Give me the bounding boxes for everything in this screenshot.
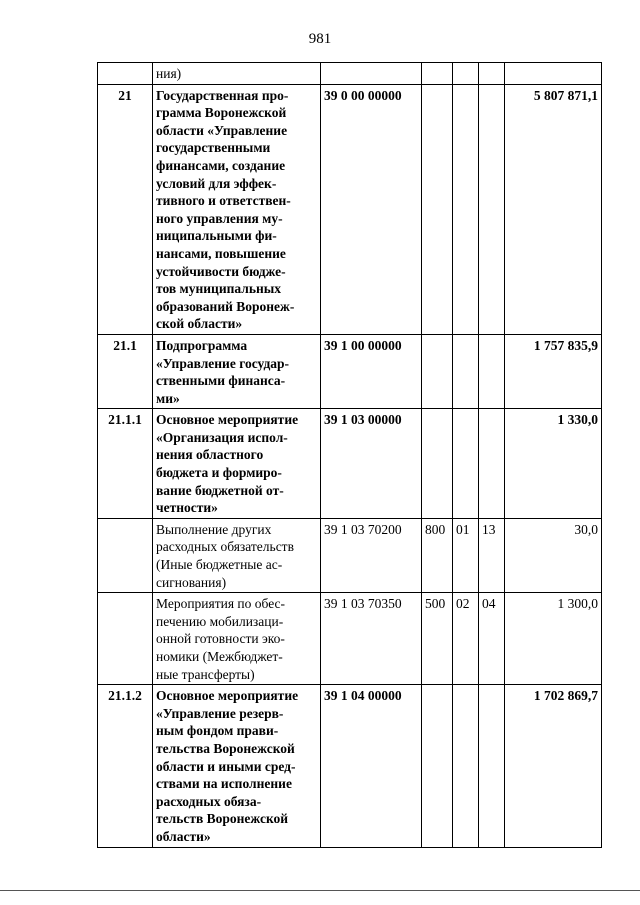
- table-body: [98, 63, 602, 848]
- row-name-line: ской области»: [156, 316, 243, 332]
- row-expense-type-cell: [422, 63, 453, 85]
- row-code-cell: 39 1 03 00000: [321, 409, 422, 519]
- row-expense-type-cell: [422, 334, 453, 408]
- row-name-line: тивного и ответствен-: [156, 193, 291, 209]
- row-name-line: ниципальными фи-: [156, 228, 277, 244]
- row-name-line: тельств Воронежской: [156, 811, 289, 827]
- table-row: [98, 593, 602, 685]
- row-name-line: ственными финанса-: [156, 373, 286, 389]
- table-row: [98, 334, 602, 408]
- row-name-line: области и иными сред-: [156, 758, 296, 774]
- row-name-line: вание бюджетной от-: [156, 482, 284, 498]
- row-number-cell: [98, 63, 153, 85]
- row-section-cell: 02: [453, 593, 479, 685]
- row-name-line: грамма Воронежской: [156, 105, 287, 121]
- row-name-cell: [153, 593, 321, 685]
- row-name-line: номики (Межбюджет-: [156, 649, 283, 664]
- row-name-line: «Управление резерв-: [156, 705, 284, 721]
- row-name-line: тельства Воронежской: [156, 740, 295, 756]
- row-name-line: ным фондом прави-: [156, 723, 279, 739]
- bottom-rule: [0, 890, 640, 891]
- row-expense-type-cell: [422, 685, 453, 847]
- row-code-cell: 39 0 00 00000: [321, 84, 422, 334]
- row-code-cell: 39 1 03 70350: [321, 593, 422, 685]
- table-row: [98, 685, 602, 847]
- row-code-cell: 39 1 03 70200: [321, 518, 422, 592]
- row-name-line: ного управления му-: [156, 210, 283, 226]
- row-name-line: ные трансферты): [156, 666, 255, 682]
- row-expense-type-cell: [422, 409, 453, 519]
- row-subsection-cell: [479, 334, 505, 408]
- row-name-line: области»: [156, 828, 211, 844]
- row-name-line: ствами на исполнение: [156, 776, 292, 792]
- row-name-line: бюджета и формиро-: [156, 465, 282, 481]
- row-name-line: ния): [156, 66, 182, 81]
- row-name-line: нансами, повышение: [156, 245, 286, 261]
- row-section-cell: 01: [453, 518, 479, 592]
- row-name-line: образований Воронеж-: [156, 298, 295, 314]
- row-name-line: нения областного: [156, 447, 264, 463]
- row-name-cell: [153, 518, 321, 592]
- row-section-cell: [453, 409, 479, 519]
- row-name-line: (Иные бюджетные ас-: [156, 557, 283, 573]
- row-number-cell: 21.1: [98, 334, 153, 408]
- table-row: [98, 518, 602, 592]
- row-section-cell: [453, 685, 479, 847]
- row-sum-cell: 1 702 869,7: [505, 685, 602, 847]
- budget-table: [97, 62, 602, 848]
- row-code-cell: 39 1 04 00000: [321, 685, 422, 847]
- row-name-line: Мероприятия по обес-: [156, 596, 286, 612]
- row-name-line: условий для эффек-: [156, 175, 277, 191]
- row-name-line: четности»: [156, 500, 218, 516]
- row-name-cell: [153, 334, 321, 408]
- row-sum-cell: 5 807 871,1: [505, 84, 602, 334]
- row-number-cell: 21.1.2: [98, 685, 153, 847]
- row-name-cell: [153, 409, 321, 519]
- row-name-line: Основное мероприятие: [156, 412, 299, 428]
- row-number-cell: [98, 518, 153, 592]
- row-name-line: тов муниципальных: [156, 281, 282, 297]
- row-name-line: устойчивости бюдже-: [156, 263, 286, 279]
- row-name-line: государственными: [156, 140, 271, 156]
- row-code-cell: [321, 63, 422, 85]
- row-code-cell: 39 1 00 00000: [321, 334, 422, 408]
- row-subsection-cell: 04: [479, 593, 505, 685]
- table-row: [98, 84, 602, 334]
- row-name-line: Государственная про-: [156, 87, 289, 103]
- row-sum-cell: 30,0: [505, 518, 602, 592]
- row-name-line: «Организация испол-: [156, 429, 288, 445]
- row-section-cell: [453, 63, 479, 85]
- row-sum-cell: [505, 63, 602, 85]
- row-name-cell: [153, 84, 321, 334]
- row-sum-cell: 1 330,0: [505, 409, 602, 519]
- table-row: [98, 409, 602, 519]
- row-subsection-cell: 13: [479, 518, 505, 592]
- row-name-line: финансами, создание: [156, 157, 286, 173]
- row-section-cell: [453, 334, 479, 408]
- row-subsection-cell: [479, 63, 505, 85]
- row-sum-cell: 1 757 835,9: [505, 334, 602, 408]
- row-name-line: расходных обяза-: [156, 793, 262, 809]
- row-sum-cell: 1 300,0: [505, 593, 602, 685]
- row-name-line: области «Управление: [156, 122, 288, 138]
- row-expense-type-cell: [422, 84, 453, 334]
- row-name-cell: [153, 685, 321, 847]
- row-name-line: печению мобилизаци-: [156, 613, 284, 629]
- row-expense-type-cell: 800: [422, 518, 453, 592]
- page-number: 981: [308, 31, 332, 47]
- row-name-line: расходных обязательств: [156, 539, 294, 555]
- row-name-cell: [153, 63, 321, 85]
- row-number-cell: [98, 593, 153, 685]
- row-number-cell: 21: [98, 84, 153, 334]
- row-expense-type-cell: 500: [422, 593, 453, 685]
- row-subsection-cell: [479, 409, 505, 519]
- row-name-line: онной готовности эко-: [156, 631, 285, 647]
- row-name-line: Подпрограмма: [156, 337, 248, 353]
- row-name-line: сигнования): [156, 574, 227, 590]
- table-row: [98, 63, 602, 85]
- row-name-line: «Управление государ-: [156, 355, 290, 371]
- row-name-line: Основное мероприятие: [156, 688, 299, 704]
- row-name-line: Выполнение других: [156, 521, 272, 537]
- row-section-cell: [453, 84, 479, 334]
- row-number-cell: 21.1.1: [98, 409, 153, 519]
- row-subsection-cell: [479, 84, 505, 334]
- row-subsection-cell: [479, 685, 505, 847]
- row-name-line: ми»: [156, 390, 180, 406]
